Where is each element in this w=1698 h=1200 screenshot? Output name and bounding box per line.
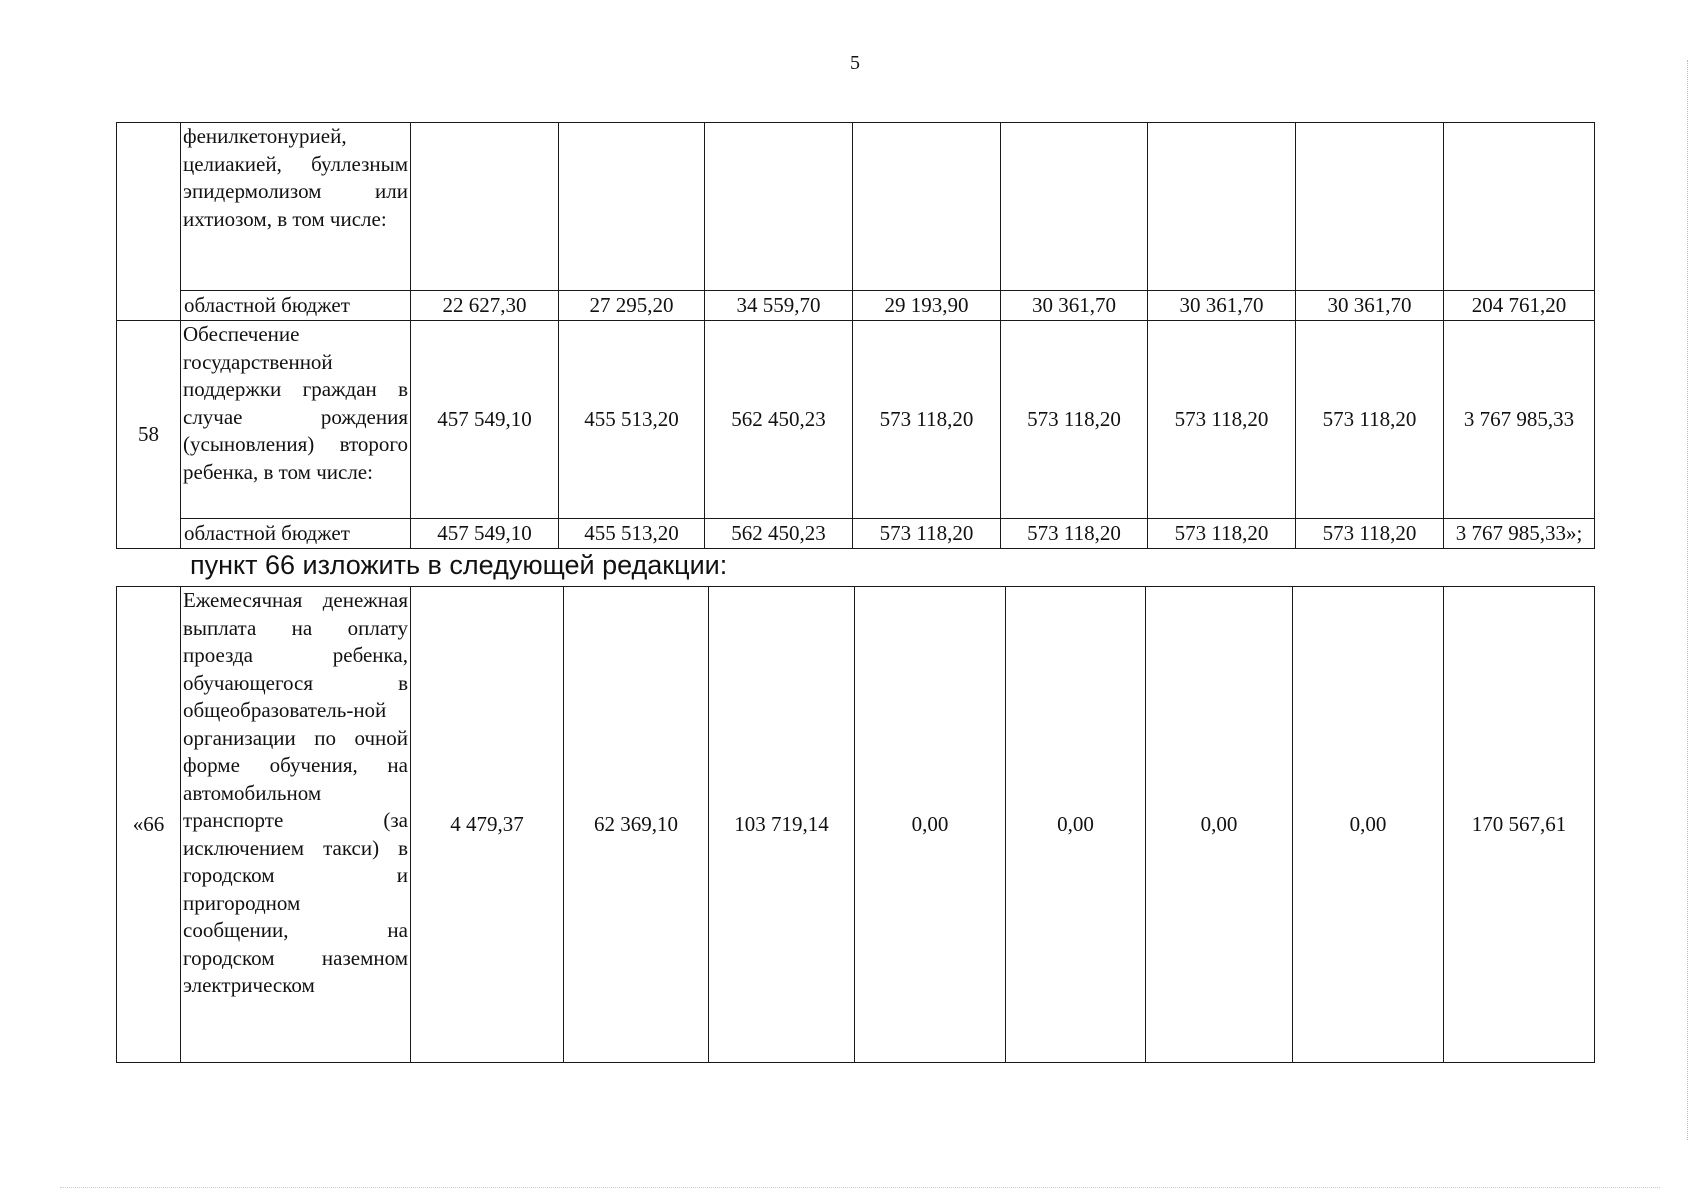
value-cell: 4 479,37 <box>411 587 564 1063</box>
row-description: фенилкетонурией, целиакией, буллезным эпидермолизом или ихтиозом, в том числе: <box>181 123 411 291</box>
value-cell: 573 118,20 <box>1296 519 1444 549</box>
table-row <box>117 123 1595 291</box>
value-cell: 27 295,20 <box>559 291 705 321</box>
value-cell: 455 513,20 <box>559 519 705 549</box>
amendment-instruction: пункт 66 изложить в следующей редакции: <box>190 550 728 580</box>
value-cell: 562 450,23 <box>705 321 853 519</box>
value-cell <box>411 123 559 291</box>
value-cell: 562 450,23 <box>705 519 853 549</box>
value-cell <box>1296 123 1444 291</box>
value-cell: 30 361,70 <box>1148 291 1296 321</box>
value-cell: 22 627,30 <box>411 291 559 321</box>
value-cell: 573 118,20 <box>1148 519 1296 549</box>
row-description: областной бюджет <box>181 519 411 549</box>
table-row <box>117 587 1596 1063</box>
value-cell: 3 767 985,33 <box>1444 321 1595 519</box>
value-cell: 34 559,70 <box>705 291 853 321</box>
row-number: 58 <box>117 321 181 549</box>
row-number: «66 <box>117 587 181 1063</box>
value-cell: 103 719,14 <box>709 587 855 1063</box>
scan-bottom-mark <box>60 1187 1660 1190</box>
scan-edge-mark <box>1687 60 1692 1140</box>
value-cell: 170 567,61 <box>1444 587 1595 1063</box>
budget-table-top <box>116 122 1595 549</box>
table-row <box>117 519 1595 549</box>
value-cell <box>1001 123 1148 291</box>
value-cell <box>853 123 1001 291</box>
value-cell: 0,00 <box>855 587 1006 1063</box>
table-row <box>117 321 1595 519</box>
page-number: 5 <box>850 52 860 74</box>
value-cell <box>1148 123 1296 291</box>
value-cell: 573 118,20 <box>1001 321 1148 519</box>
row-description: Обеспечение государственной поддержки граждан в случае рождения (усыновления) второго ребенка, в том числе: <box>181 321 411 519</box>
row-description: областной бюджет <box>181 291 411 321</box>
value-cell: 30 361,70 <box>1296 291 1444 321</box>
value-cell: 30 361,70 <box>1001 291 1148 321</box>
value-cell: 29 193,90 <box>853 291 1001 321</box>
value-cell: 573 118,20 <box>853 321 1001 519</box>
value-cell: 0,00 <box>1146 587 1293 1063</box>
value-cell <box>1444 123 1595 291</box>
budget-table-bottom <box>116 586 1596 1063</box>
value-cell: 573 118,20 <box>1148 321 1296 519</box>
value-cell: 62 369,10 <box>564 587 709 1063</box>
value-cell: 0,00 <box>1006 587 1146 1063</box>
row-number <box>117 123 181 321</box>
value-cell: 0,00 <box>1293 587 1444 1063</box>
value-cell: 573 118,20 <box>1001 519 1148 549</box>
value-cell <box>705 123 853 291</box>
value-cell: 573 118,20 <box>1296 321 1444 519</box>
value-cell: 457 549,10 <box>411 321 559 519</box>
value-cell: 3 767 985,33»; <box>1444 519 1595 549</box>
value-cell: 573 118,20 <box>853 519 1001 549</box>
row-description: Ежемесячная денежная выплата на оплату проезда ребенка, обучающегося в общеобразователь-ной организации по очной форме обучения, на автомобильном транспорте (за исключением такси) в городском и пригородном сообщении, на городском наземном электрическом <box>181 587 411 1063</box>
value-cell: 457 549,10 <box>411 519 559 549</box>
value-cell: 204 761,20 <box>1444 291 1595 321</box>
value-cell <box>559 123 705 291</box>
table-row <box>117 291 1595 321</box>
value-cell: 455 513,20 <box>559 321 705 519</box>
